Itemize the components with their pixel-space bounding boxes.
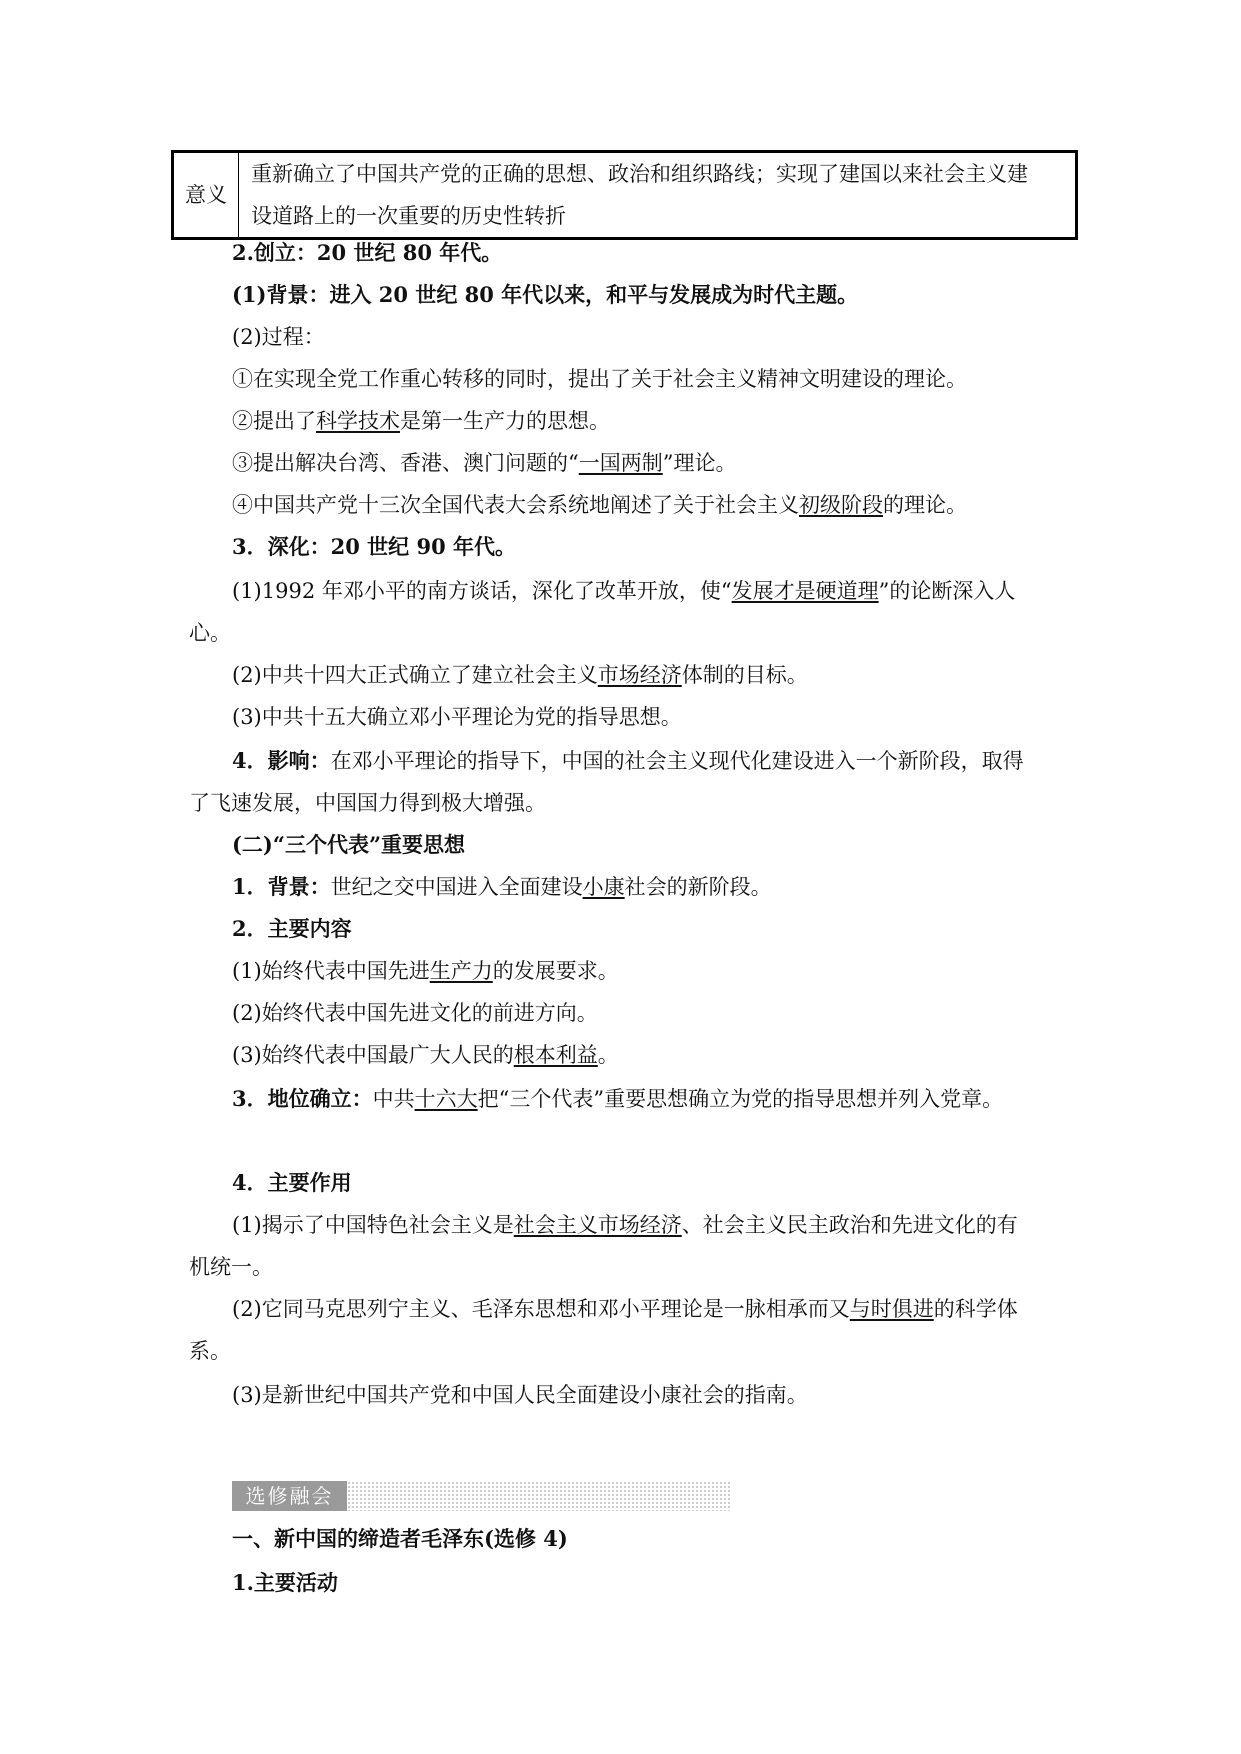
influence-line-cont: 了飞速发展，中国国力得到极大增强。 (189, 791, 546, 815)
founding-heading: 2.创立：20 世纪 80 年代。 (232, 240, 503, 265)
role-item-1-cont: 机统一。 (189, 1255, 273, 1279)
deepening-item-1: (1)1992 年邓小平的南方谈话，深化了改革开放，使“发展才是硬道理”的论断深入人 (232, 579, 1016, 603)
role-item-2: (2)它同马克思列宁主义、毛泽东思想和邓小平理论是一脉相承而又与时俱进的科学体 (232, 1297, 1018, 1321)
significance-table (171, 150, 1078, 240)
status-establishment-line: 3．地位确立：中共十六大把“三个代表”重要思想确立为党的指导思想并列入党章。 (232, 1086, 1004, 1111)
process-heading: (2)过程： (232, 325, 325, 349)
content-item-2: (2)始终代表中国先进文化的前进方向。 (232, 1001, 598, 1025)
background-line: (1)背景：进入 20 世纪 80 年代以来，和平与发展成为时代主题。 (232, 282, 859, 307)
role-item-2-cont: 系。 (189, 1339, 231, 1363)
process-item-3: ③提出解决台湾、香港、澳门问题的“一国两制”理论。 (232, 451, 737, 475)
main-role-heading: 4．主要作用 (232, 1170, 352, 1195)
main-content-heading: 2．主要内容 (232, 916, 352, 941)
table-head-cell: 意义 (173, 152, 239, 239)
section-dotted-band (347, 1481, 732, 1511)
process-item-1: ①在实现全党工作重心转移的同时，提出了关于社会主义精神文明建设的理论。 (232, 367, 967, 391)
section-label: 选修融会 (232, 1481, 347, 1511)
process-item-4: ④中国共产党十三次全国代表大会系统地阐述了关于社会主义初级阶段的理论。 (232, 493, 967, 517)
deepening-item-3: (3)中共十五大确立邓小平理论为党的指导思想。 (232, 705, 682, 729)
role-item-1: (1)揭示了中国特色社会主义是社会主义市场经济、社会主义民主政治和先进文化的有 (232, 1213, 1018, 1237)
section-banner (232, 1481, 732, 1511)
content-item-1: (1)始终代表中国先进生产力的发展要求。 (232, 959, 619, 983)
table-body-line-1: 重新确立了中国共产党的正确的思想、政治和组织路线；实现了建国以来社会主义建 (251, 162, 1028, 186)
process-item-2: ②提出了科学技术是第一生产力的思想。 (232, 409, 610, 433)
deepening-heading: 3．深化：20 世纪 90 年代。 (232, 534, 517, 559)
deepening-item-1-cont: 心。 (189, 621, 231, 645)
content-item-3: (3)始终代表中国最广大人民的根本利益。 (232, 1043, 619, 1067)
table-body-line-2: 设道路上的一次重要的历史性转折 (251, 204, 566, 228)
role-item-3: (3)是新世纪中国共产党和中国人民全面建设小康社会的指南。 (232, 1383, 808, 1407)
deepening-item-2: (2)中共十四大正式确立了建立社会主义市场经济体制的目标。 (232, 663, 808, 687)
three-represents-title: (二)“三个代表”重要思想 (232, 832, 466, 857)
three-represents-background: 1．背景：世纪之交中国进入全面建设小康社会的新阶段。 (232, 874, 772, 899)
influence-line: 4．影响：在邓小平理论的指导下，中国的社会主义现代化建设进入一个新阶段，取得 (232, 748, 1024, 773)
table-body-cell (239, 152, 1077, 239)
main-activities-heading: 1.主要活动 (232, 1570, 338, 1595)
mao-section-title: 一、新中国的缔造者毛泽东(选修 4) (232, 1526, 568, 1551)
